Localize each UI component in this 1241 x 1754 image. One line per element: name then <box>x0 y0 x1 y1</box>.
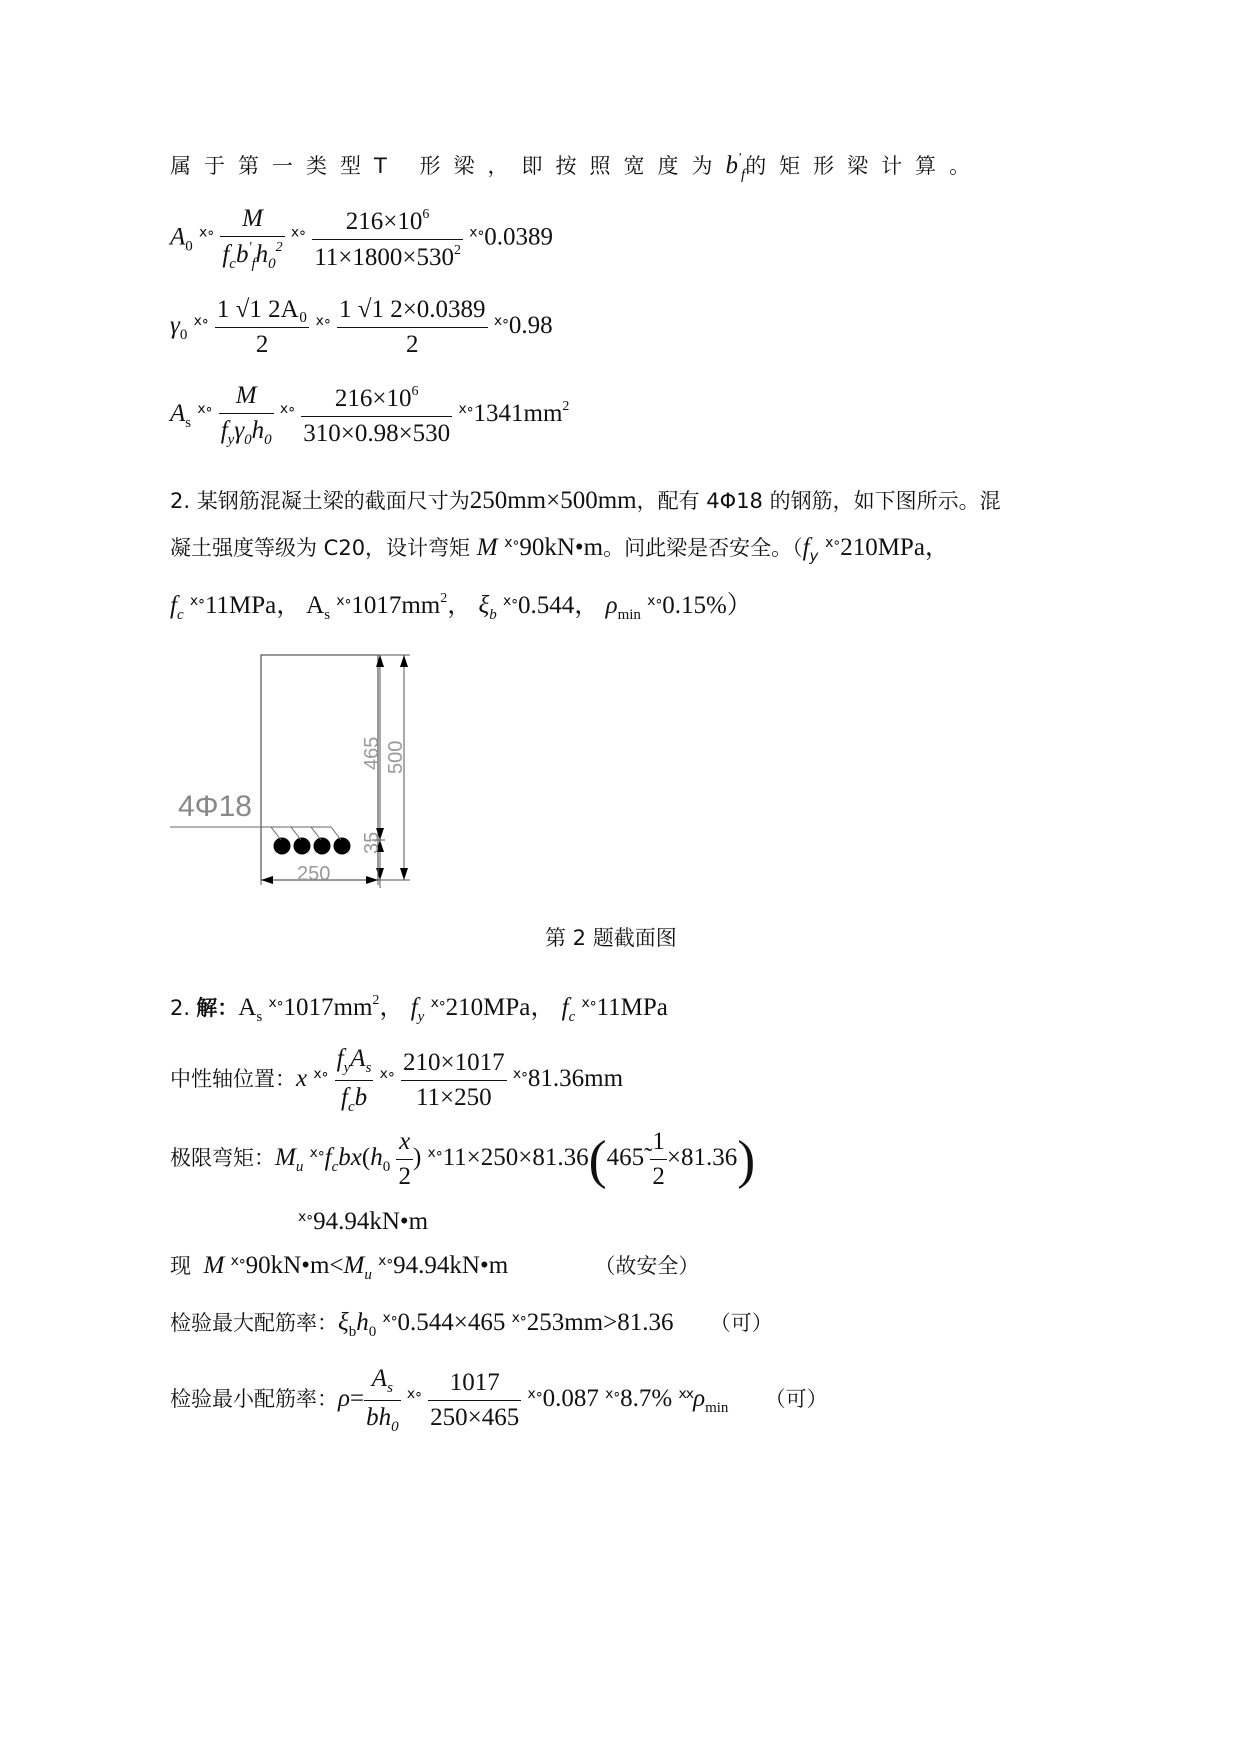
a0-fraction-1: $\frac{M}{f_cb'_fh_0^2}$ <box>222 205 283 272</box>
dim-35: 35 <box>361 831 383 854</box>
max-ratio-line: 检验最大配筋率：$\xi_bh_0$ $^{ⅹ\circ}$0.544×465 $^{ⅹ\circ}$253mm>81.36 （可） <box>170 1309 773 1340</box>
as-result: $1341mm^2$ <box>473 399 570 428</box>
min-fraction: $\frac{1017}{250\times 465}$ <box>430 1369 520 1431</box>
x-result: 81.36mm <box>527 1065 624 1093</box>
equation-as: $A_s$ $^{ⅹ\circ}$ $\frac{M}{f_y\gamma_0h_0}$ $^{ⅹ\circ}$ $\frac{216\times 10^6}{310\times 0.98\times 530}$ $^{ⅹ\circ}1341mm^2$ <box>170 382 570 448</box>
statement-tail: 的矩形梁计算。 <box>745 154 984 178</box>
x-fraction-2: $\frac{210\times 1017}{11\times 250}$ <box>402 1049 505 1111</box>
figure-caption: 第 2 题截面图 <box>545 926 677 950</box>
beam-section-figure <box>170 640 450 900</box>
neutral-axis-line: 中性轴位置：x $^{ⅹ\circ}$ $\frac{f_yA_s}{f_cb}$ $^{ⅹ\circ}$ $\frac{210\times 1017}{11\times 250}$ $^{ⅹ\circ}$81.36mm <box>170 1045 624 1115</box>
a0-fraction-2: $\frac{216\times 10^6}{11\times 1800\times 530^2}$ <box>314 206 461 271</box>
statement-text: 属于第一类型T 形梁，即按照宽度为 <box>170 154 726 178</box>
gamma-fraction-2: $\frac{1 √1 2\times 0.0389}{2}$ <box>338 296 486 358</box>
rebar-2 <box>294 838 311 855</box>
rebar-4 <box>334 838 351 855</box>
dim-465: 465 <box>361 736 383 770</box>
rebar-1 <box>274 838 291 855</box>
solution-header: 2. 解：$A_s$ $^{ⅹ\circ}1017mm^2$， $f_y$ $^{ⅹ\circ}$210MPa， $f_c$ $^{ⅹ\circ}$11MPa <box>170 993 668 1025</box>
rebar-3 <box>314 838 331 855</box>
x-fraction-1: $\frac{f_yA_s}{f_cb}$ <box>336 1045 372 1115</box>
comparison-line: 现 M $^{ⅹ\circ}90kN•m<M_u$ $^{ⅹ\circ}$94.94kN•m （故安全） <box>170 1252 700 1283</box>
gamma-fraction-1: $\frac{\text{1 √1 2A₀}}{2}$ <box>216 296 308 358</box>
gamma-result: 0.98 <box>508 312 553 340</box>
problem-line-1: 2. 某钢筋混凝土梁的截面尺寸为250mm×500mm，配有 4Φ18 的钢筋，如下图所示。混 <box>170 487 1001 514</box>
t-beam-statement <box>170 150 983 184</box>
ultimate-moment-result: $^{ⅹ\circ}$94.94kN•m <box>298 1208 429 1235</box>
min-ratio-line: 检验最小配筋率：ρ= $\frac{A_s}{bh_0}$ $^{ⅹ\circ}$ $\frac{1017}{250\times 465}$ $^{ⅹ\circ}$0.087 $^{ⅹ\circ}$8.7% $^{ⅹⅹ}\rho_{min}$ （可） <box>170 1365 828 1435</box>
equation-gamma0: $\gamma_0$ $^{ⅹ\circ}$ $\frac{\text{1 √1 2A₀}}{2}$ $^{ⅹ\circ}$ $\frac{1 √1 2\times 0.0389}{2}$ $^{ⅹ\circ}$0.98 <box>170 296 553 358</box>
problem-line-2: 凝土强度等级为 C20，设计弯矩 M $^{ⅹ\circ}$90kN•m。问此梁是否安全。（$f_y$ $^{ⅹ\circ}$210MPa， <box>170 534 950 565</box>
as-fraction-1: $\frac{M}{f_y\gamma_0h_0}$ <box>220 382 272 448</box>
as-fraction-2: $\frac{216\times 10^6}{310\times 0.98\times 530}$ <box>303 383 451 447</box>
a0-result: 0.0389 <box>484 223 554 251</box>
dim-500: 500 <box>385 740 407 774</box>
ultimate-moment-line: 极限弯矩：$M_u$ $^{ⅹ\circ}f_cbx(h_0$ $\frac{x}{2}$ ) $^{ⅹ\circ}$11×250×81.36(465̃ $\frac{1}{2}$ ×81.36) <box>170 1128 756 1190</box>
bar-label: 4Φ18 <box>178 790 252 823</box>
bf-variable: $b'_f$ <box>725 151 746 183</box>
dim-250: 250 <box>297 863 331 885</box>
problem-line-3: $f_c$ $^{ⅹ\circ}$11MPa， $A_s$ $^{ⅹ\circ}1017mm^2$， $\xi_b$ $^{ⅹ\circ}$0.544， $\rho_{min}$ $^{ⅹ\circ}$0.15%） <box>170 591 752 623</box>
equation-a0: $A_0$ $^{ⅹ\circ}$ $\frac{M}{f_cb'_fh_0^2}$ $^{ⅹ\circ}$ $\frac{216\times 10^6}{11\times 1800\times 530^2}$ $^{ⅹ\circ}$0.0389 <box>170 205 554 272</box>
